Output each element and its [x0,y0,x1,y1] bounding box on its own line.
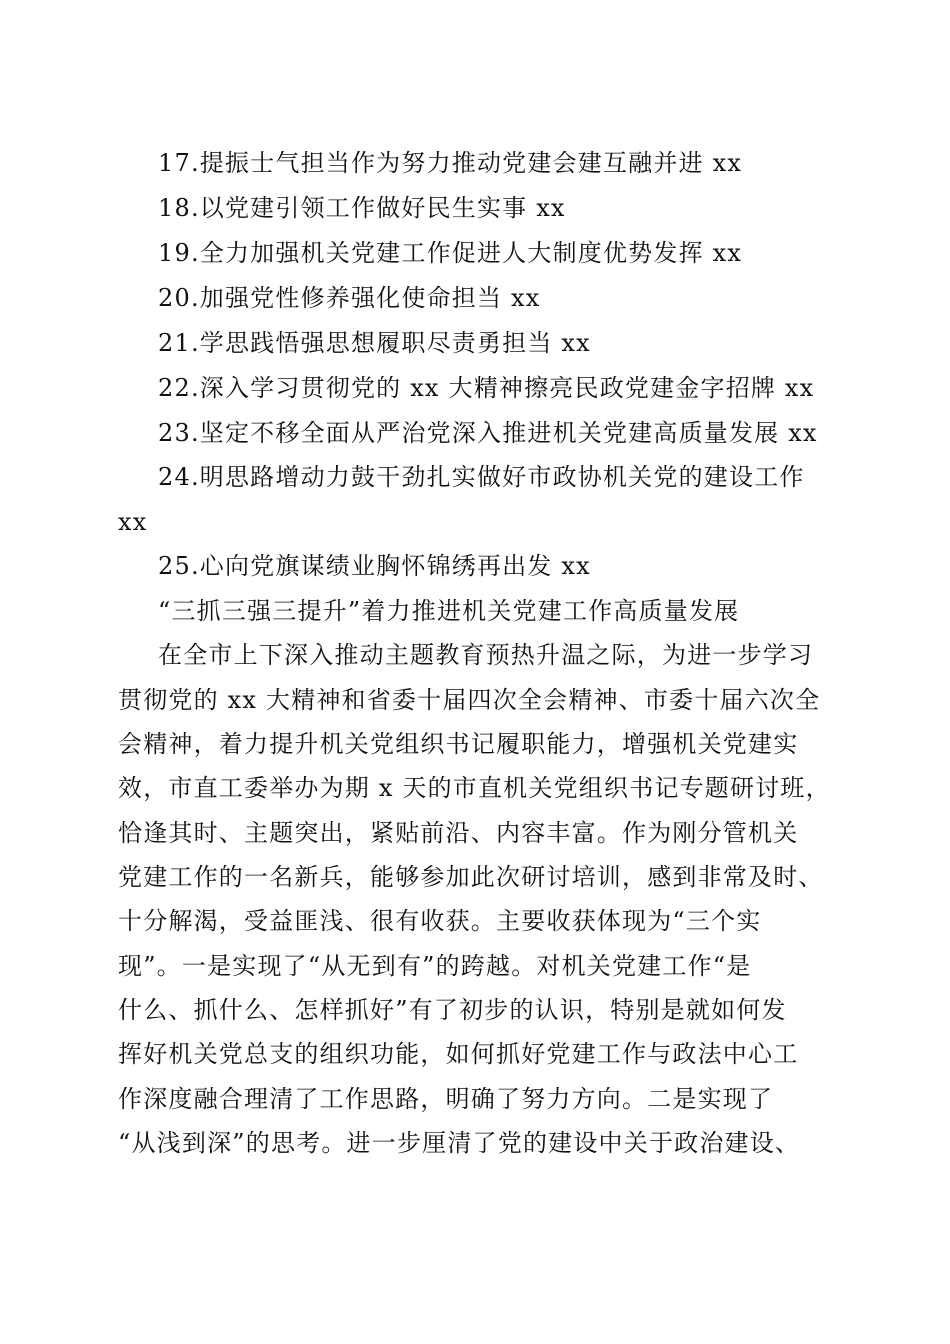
list-item: 20.加强党性修养强化使命担当 xx [158,284,541,312]
list-item: 21.学思践悟强思想履职尽责勇担当 xx [158,329,591,357]
paragraph-line: 恰逢其时、主题突出，紧贴前沿、内容丰富。作为刚分管机关 [118,819,799,847]
list-item: 19.全力加强机关党建工作促进人大制度优势发挥 xx [158,239,743,267]
paragraph-line: 效，市直工委举办为期 x 天的市直机关党组织书记专题研讨班， [118,774,831,802]
paragraph-line: 党建工作的一名新兵，能够参加此次研讨培训，感到非常及时、 [118,863,824,891]
paragraph-line: 什么、抓什么、怎样抓好”有了初步的认识，特别是就如何发 [118,996,787,1024]
list-item: 25.心向党旗谋绩业胸怀锦绣再出发 xx [158,552,591,580]
list-item: 17.提振士气担当作为努力推动党建会建互融并进 xx [158,149,743,177]
paragraph-line: 会精神，着力提升机关党组织书记履职能力，增强机关党建实 [118,730,799,758]
paragraph-line: 贯彻党的 xx 大精神和省委十届四次全会精神、市委十届六次全 [118,686,821,714]
list-item: 22.深入学习贯彻党的 xx 大精神擦亮民政党建金字招牌 xx [158,374,815,402]
paragraph-line: 现”。一是实现了“从无到有”的跨越。对机关党建工作“是 [118,952,752,980]
paragraph-line: 挥好机关党总支的组织功能，如何抓好党建工作与政法中心工 [118,1040,799,1068]
list-item: 18.以党建引领工作做好民生实事 xx [158,194,566,222]
paragraph-line: “从浅到深”的思考。进一步厘清了党的建设中关于政治建设、 [118,1129,801,1157]
list-item: 24.明思路增动力鼓干劲扎实做好市政协机关党的建设工作 [158,463,805,491]
list-item: 23.坚定不移全面从严治党深入推进机关党建高质量发展 xx [158,419,818,447]
paragraph-line: 十分解渴，受益匪浅、很有收获。主要收获体现为“三个实 [118,907,762,935]
list-item-continuation: xx [118,508,148,536]
article-title: “三抓三强三提升”着力推进机关党建工作高质量发展 [158,597,740,625]
paragraph-line: 作深度融合理清了工作思路，明确了努力方向。二是实现了 [118,1085,774,1113]
paragraph-line: 在全市上下深入推动主题教育预热升温之际，为进一步学习 [158,641,814,669]
